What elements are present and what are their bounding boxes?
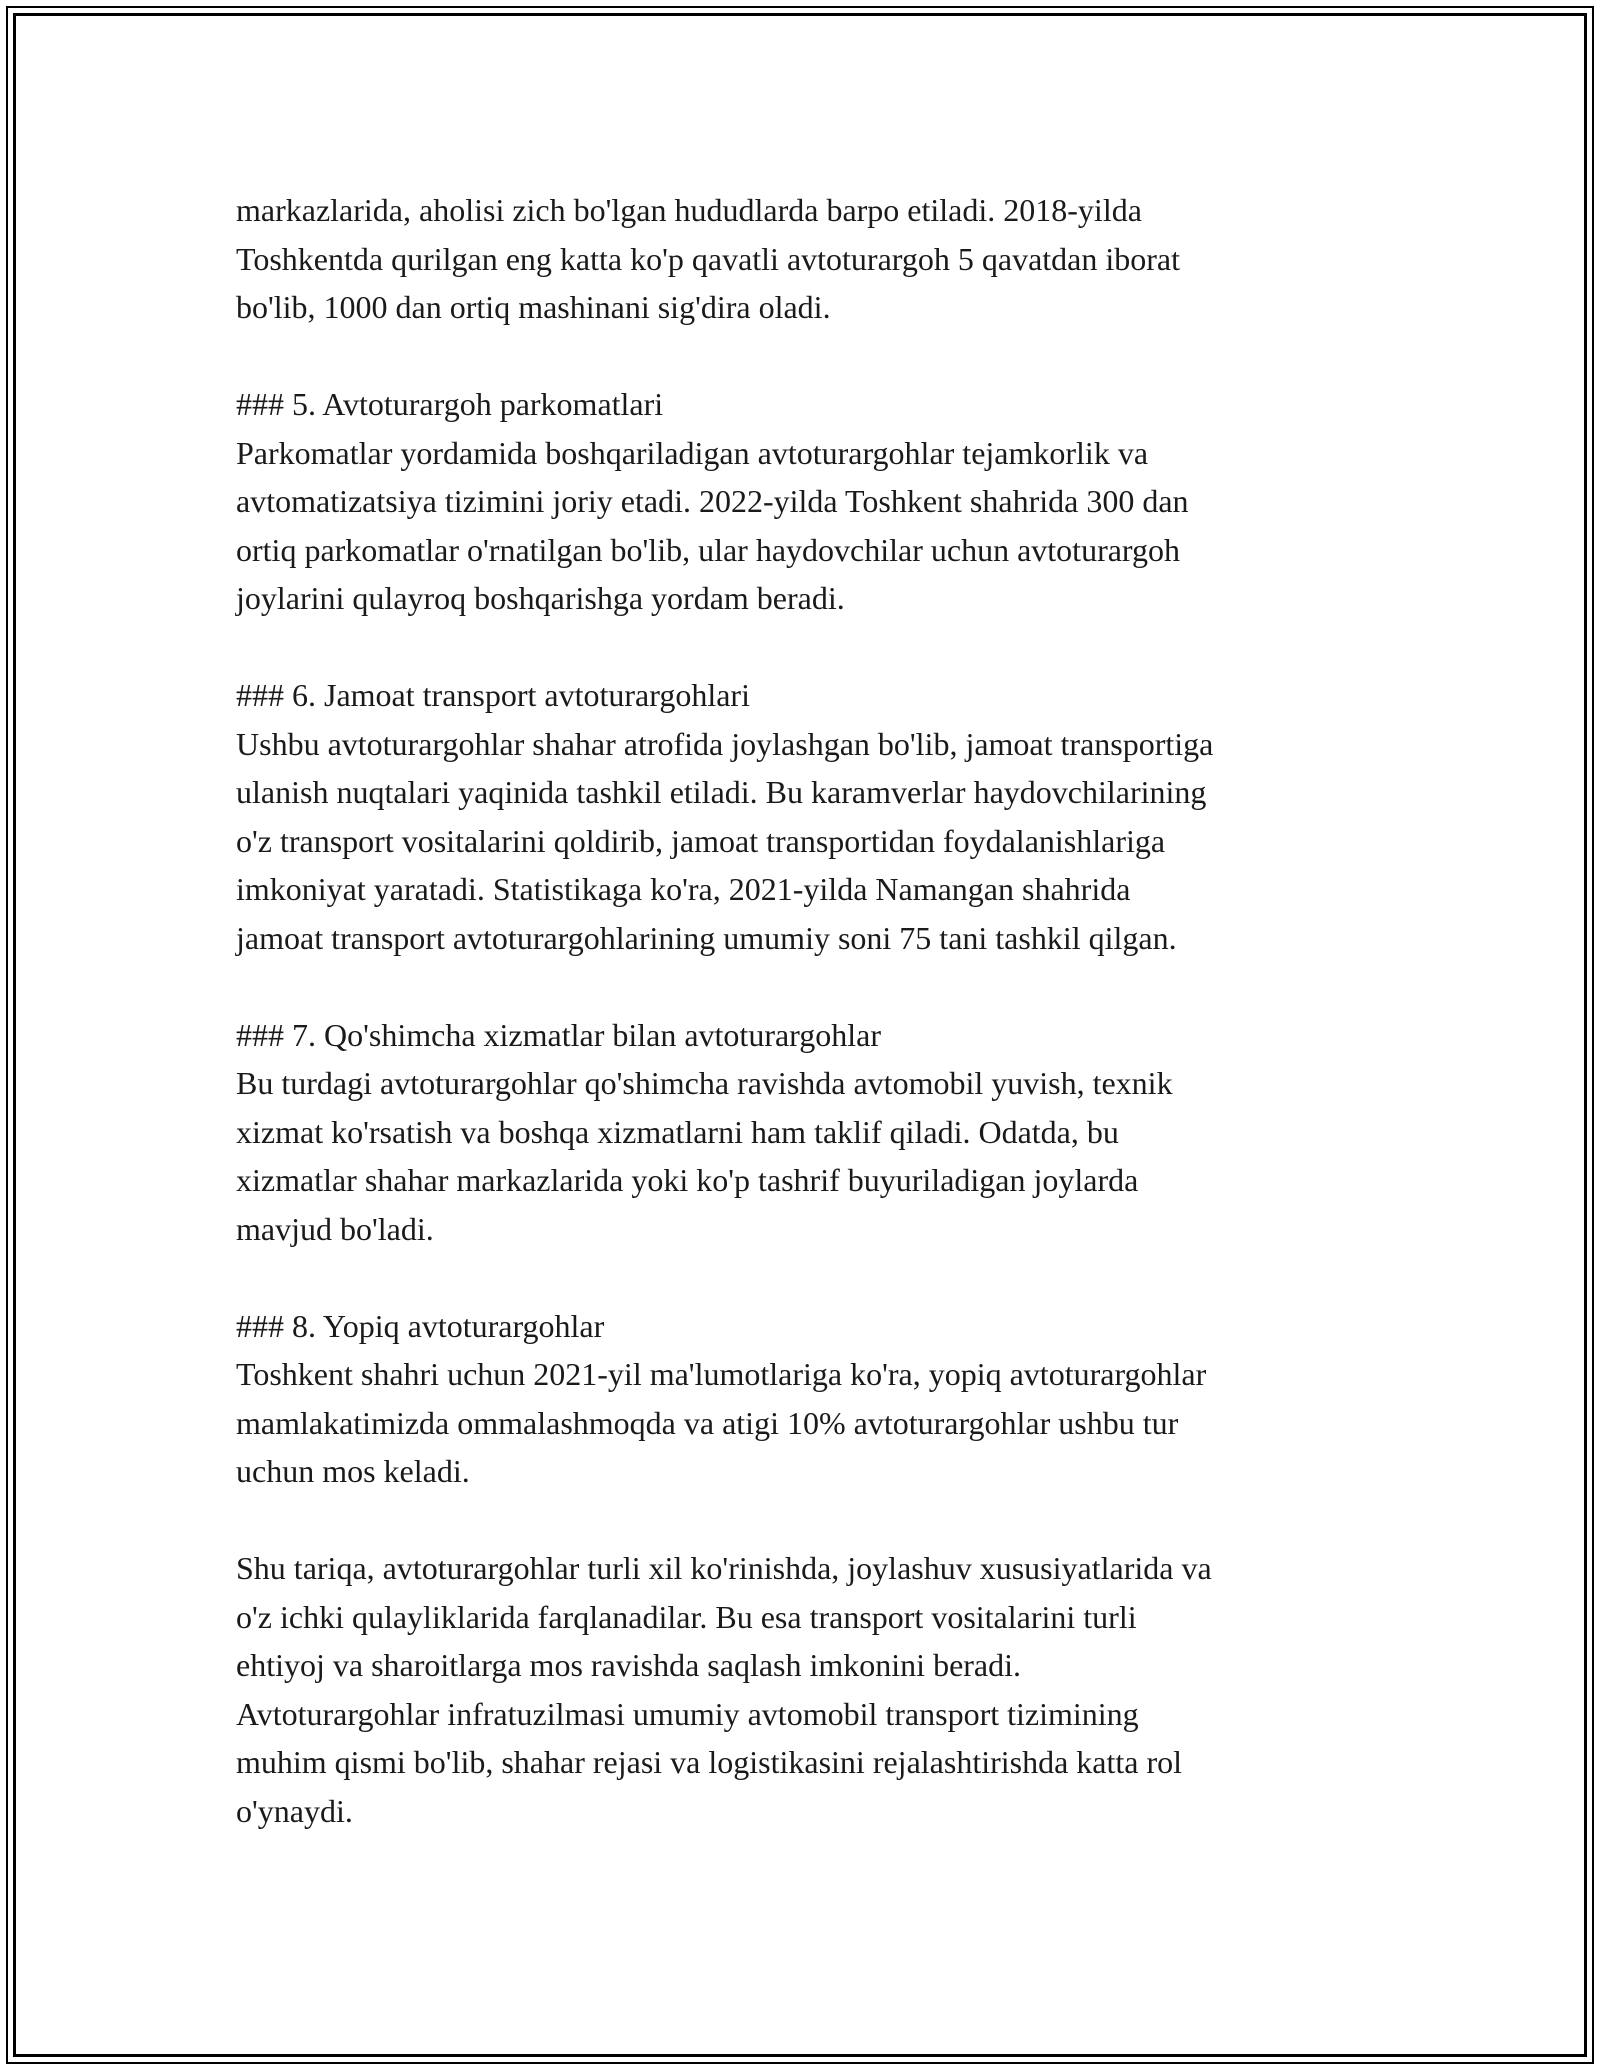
text-line: mavjud bo'ladi. (236, 1210, 434, 1247)
text-line: Avtoturargohlar infratuzilmasi umumiy avtomobil transport tizimining (236, 1695, 1139, 1732)
section-heading: ### 7. Qo'shimcha xizmatlar bilan avtoturargohlar (236, 1016, 881, 1053)
text-line: Toshkent shahri uchun 2021-yil ma'lumotlariga ko'ra, yopiq avtoturargohlar (236, 1356, 1207, 1392)
text-line: xizmat ko'rsatish va boshqa xizmatlarni ham taklif qiladi. Odatda, bu (236, 1113, 1119, 1150)
text-line: Ushbu avtoturargohlar shahar atrofida joylashgan bo'lib, jamoat transportiga (236, 725, 1214, 762)
text-line: muhim qismi bo'lib, shahar rejasi va logistikasini rejalashtirishda katta rol (236, 1744, 1183, 1780)
text-line: imkoniyat yaratadi. Statistikaga ko'ra, 2021-yilda Namangan shahrida (236, 871, 1131, 907)
text-line: joylarini qulayroq boshqarishga yordam beradi. (236, 580, 845, 616)
text-line: ehtiyoj va sharoitlarga mos ravishda saqlash imkonini beradi. (236, 1647, 1022, 1683)
section-heading: ### 5. Avtoturargoh parkomatlari (236, 386, 664, 422)
section-5 (236, 380, 1366, 623)
paragraph-conclusion (236, 1544, 1366, 1835)
text-line: bo'lib, 1000 dan ortiq mashinani sig'dira oladi. (236, 289, 831, 325)
section-heading: ### 6. Jamoat transport avtoturargohlari (236, 677, 750, 713)
document-body (236, 186, 1366, 1835)
text-line: o'z ichki qulayliklarida farqlanadilar. Bu esa transport vositalarini turli (236, 1598, 1137, 1635)
text-line: Shu tariqa, avtoturargohlar turli xil ko'rinishda, joylashuv xususiyatlarida va (236, 1550, 1212, 1586)
text-line: markazlarida, aholisi zich bo'lgan hududlarda barpo etiladi. 2018-yilda (236, 192, 1142, 228)
text-line: Toshkentda qurilgan eng katta ko'p qavatli avtoturargoh 5 qavatdan iborat (236, 240, 1180, 277)
text-line: uchun mos keladi. (236, 1453, 470, 1489)
section-8 (236, 1302, 1366, 1496)
text-line: o'ynaydi. (236, 1792, 353, 1829)
paragraph-intro (236, 186, 1366, 332)
section-heading: ### 8. Yopiq avtoturargohlar (236, 1307, 605, 1344)
text-line: ulanish nuqtalari yaqinida tashkil etiladi. Bu karamverlar haydovchilarining (236, 774, 1207, 810)
text-line: avtomatizatsiya tizimini joriy etadi. 2022-yilda Toshkent shahrida 300 dan (236, 483, 1189, 519)
text-line: ortiq parkomatlar o'rnatilgan bo'lib, ular haydovchilar uchun avtoturargoh (236, 531, 1180, 568)
text-line: Parkomatlar yordamida boshqariladigan avtoturargohlar tejamkorlik va (236, 434, 1149, 471)
text-line: Bu turdagi avtoturargohlar qo'shimcha ravishda avtomobil yuvish, texnik (236, 1065, 1173, 1101)
text-line: o'z transport vositalarini qoldirib, jamoat transportidan foydalanishlariga (236, 822, 1166, 859)
section-6 (236, 671, 1366, 962)
text-line: xizmatlar shahar markazlarida yoki ko'p tashrif buyuriladigan joylarda (236, 1162, 1139, 1198)
text-line: mamlakatimizda ommalashmoqda va atigi 10% avtoturargohlar ushbu tur (236, 1404, 1179, 1441)
text-line: jamoat transport avtoturargohlarining umumiy soni 75 tani tashkil qilgan. (236, 919, 1177, 956)
section-7 (236, 1011, 1366, 1254)
